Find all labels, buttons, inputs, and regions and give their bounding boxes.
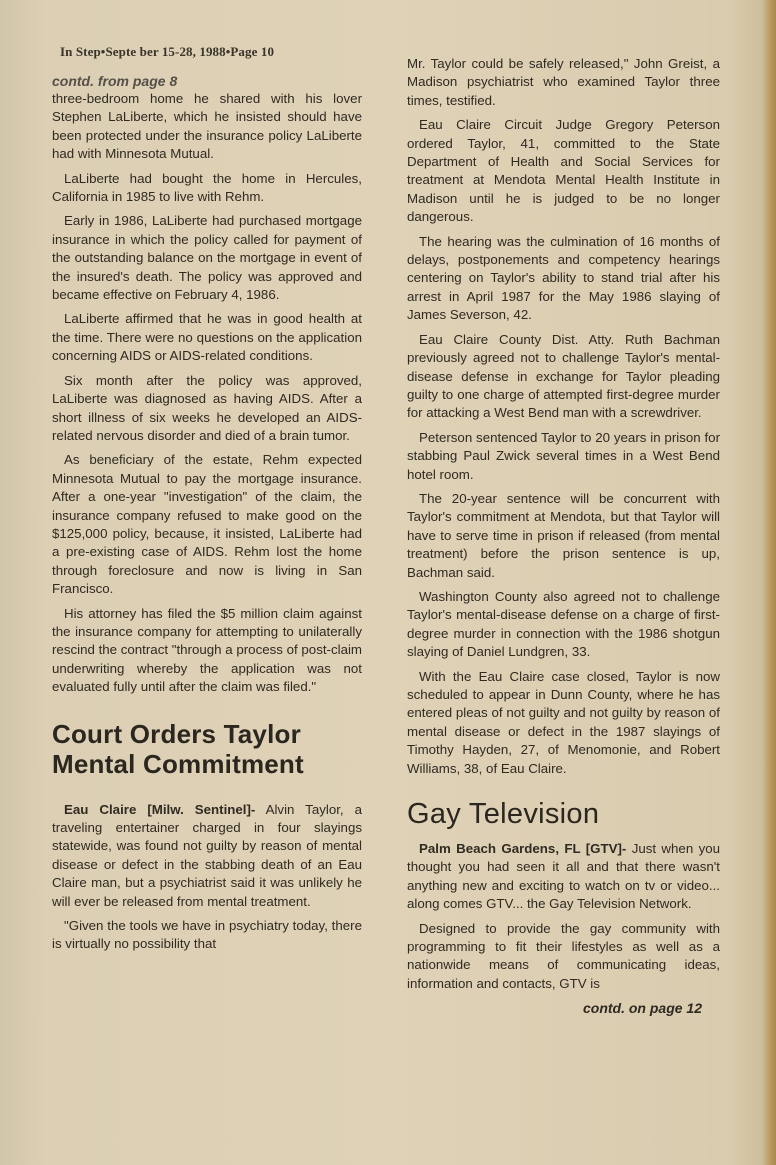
paragraph: Early in 1986, LaLiberte had purchased mortgage insurance in which the policy called for payment of the outstanding balance on the mortgage in event of the insured's death. The policy was approved and became effective on February 4, 1986. xyxy=(52,213,362,303)
paragraph: With the Eau Claire case closed, Taylor is now scheduled to appear in Dunn County, where he has entered pleas of not guilty and not guilty by reason of mental disease or defect in the 1987 slayings of Timothy Hayden, 27, of Menomonie, and Robert Williams, 38, of Eau Claire. xyxy=(407,668,720,776)
page-edge xyxy=(762,0,776,1165)
paragraph: Six month after the policy was approved, LaLiberte was diagnosed as having AIDS. After a short illness of six weeks he developed an AIDS-related nervous disorder and died of a brain tumor. xyxy=(52,372,362,443)
paragraph xyxy=(52,801,362,911)
paragraph: LaLiberte affirmed that he was in good health at the time. There were no questions on the application concerning AIDS or AIDS-related conditions. xyxy=(52,311,362,364)
paragraph-text: Alvin Taylor, a traveling entertainer charged in four slayings statewide, was found not guilty by reason of mental disease or defect in the stabbing death of an Eau Claire man, but a psychiatrist said it was unlikely he will ever be released from mental treatment. xyxy=(52,801,362,909)
paragraph xyxy=(407,840,720,914)
paragraph: LaLiberte had bought the home in Hercules, California in 1985 to live with Rehm. xyxy=(52,170,362,205)
paragraph: Designed to provide the gay community with programming to fit their lifestyles as well as a nationwide means of communicating ideas, information and contacts, GTV is xyxy=(407,920,720,991)
paragraph: Peterson sentenced Taylor to 20 years in prison for stabbing Paul Zwick several times in a West Bend hotel room. xyxy=(407,429,720,482)
paragraph: Mr. Taylor could be safely released," John Greist, a Madison psychiatrist who examined Taylor three times, testified. xyxy=(407,56,720,108)
paragraph: Washington County also agreed not to challenge Taylor's mental-disease defense on a charge of first-degree murder in connection with the 1986 shotgun slaying of Daniel Lundgren, 33. xyxy=(407,588,720,660)
right-column xyxy=(407,55,720,1017)
paragraph: Eau Claire Circuit Judge Gregory Peterson ordered Taylor, 41, committed to the State Department of Health and Social Services for treatment at Mendota Mental Health Institute in Madison until he is judged to be no longer dangerous. xyxy=(407,117,720,225)
paragraph-text: Just when you thought you had seen it all and that there wasn't anything new and exciting to watch on tv or video... along comes GTV... the Gay Television Network. xyxy=(407,841,721,912)
headline-gay-television: Gay Television xyxy=(407,798,600,831)
paragraph: As beneficiary of the estate, Rehm expected Minnesota Mutual to pay the mortgage insurance. After a one-year "investigation" of the claim, the insurance company refused to make good on the $125,000 policy, because, it insisted, LaLiberte had a pre-existing case of AIDS. Rehm lost the home through foreclosure and now is living in San Francisco. xyxy=(52,452,362,597)
paragraph: The hearing was the culmination of 16 months of delays, postponements and competency hearings centering on Taylor's ability to stand trial after his arrest in April 1987 for the May 1986 slaying of James Severson, 42. xyxy=(407,233,720,323)
paragraph: three-bedroom home he shared with his lover Stephen LaLiberte, which he insisted should have been protected under the insurance policy LaLiberte had with Minnesota Mutual. xyxy=(52,91,362,162)
continued-from-label: contd. from page 8 xyxy=(52,73,178,89)
dateline: Palm Beach Gardens, FL [GTV]- xyxy=(419,841,627,857)
page-header: In Step•Septe ber 15-28, 1988•Page 10 xyxy=(60,44,275,59)
continued-on-label: contd. on page 12 xyxy=(582,1000,702,1017)
dateline: Eau Claire [Milw. Sentinel]- xyxy=(64,801,256,817)
paragraph: The 20-year sentence will be concurrent with Taylor's commitment at Mendota, but that Taylor will have to serve time in prison if released (from mental treatment) before the prison sentence is up, Bachman said. xyxy=(407,490,720,580)
left-column xyxy=(52,72,362,960)
paragraph: "Given the tools we have in psychiatry today, there is virtually no possibility that xyxy=(52,918,362,952)
paragraph: Eau Claire County Dist. Atty. Ruth Bachman previously agreed not to challenge Taylor's mental-disease defense in exchange for Taylor pleading guilty to one charge of attempted first-degree murder for attacking a West Bend man with a screwdriver. xyxy=(407,331,720,421)
paragraph: His attorney has filed the $5 million claim against the insurance company for attempting to unilaterally rescind the contract "through a process of post-claim underwriting whereby the application was not evaluated fully until after the claim was filed." xyxy=(52,605,362,695)
headline-court-orders: Court Orders Taylor Mental Commitment xyxy=(52,718,304,779)
